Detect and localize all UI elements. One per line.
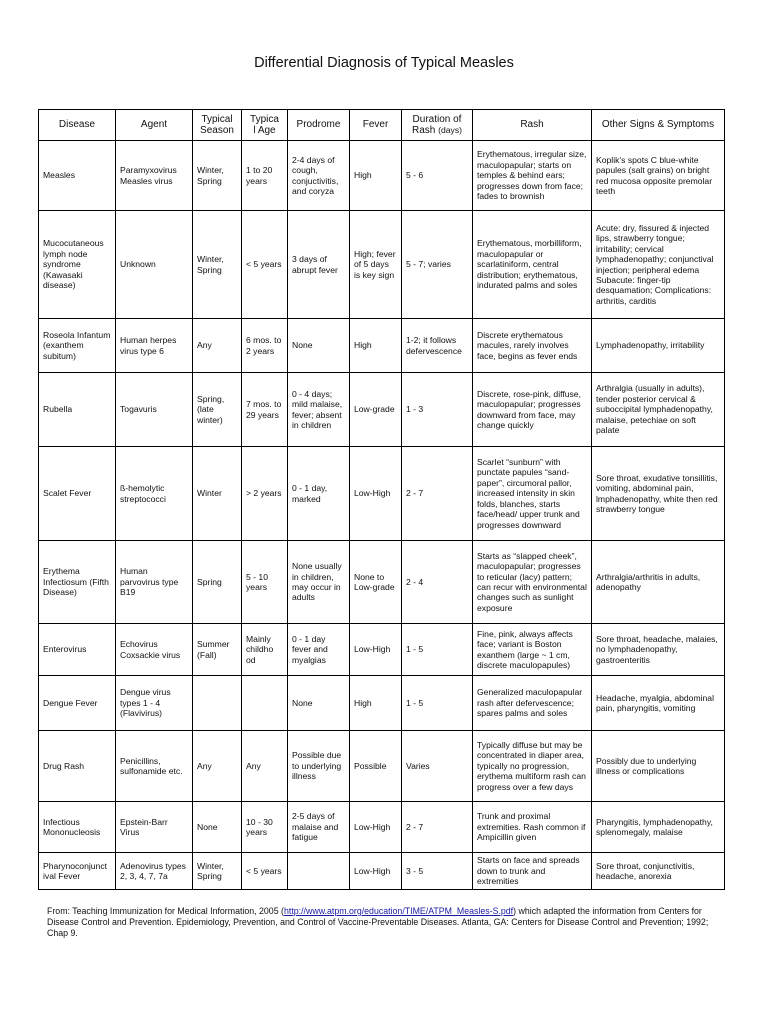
cell-agent: Paramyxovirus Measles virus — [116, 141, 193, 211]
cell-prodrome: None usually in children, may occur in adults — [288, 541, 350, 624]
cell-fever: Low-High — [350, 802, 402, 853]
table-row — [39, 319, 725, 373]
table-row — [39, 624, 725, 676]
cell-fever: Low-High — [350, 624, 402, 676]
cell-season: Spring, (late winter) — [193, 373, 242, 447]
header-fever: Fever — [350, 110, 402, 141]
cell-fever: High — [350, 319, 402, 373]
cell-other-signs: Koplik’s spots C blue-white papules (salt grains) on bright red mucosa opposite premolar teeth — [592, 141, 725, 211]
cell-rash: Erythematous, irregular size, maculopapular; starts on temples & behind ears; progresses down from face; fades to brownish — [473, 141, 592, 211]
cell-disease: Mucocutaneous lymph node syndrome (Kawasaki disease) — [39, 211, 116, 319]
cell-season: None — [193, 802, 242, 853]
cell-prodrome: 0 - 1 day fever and myalgias — [288, 624, 350, 676]
cell-season: Winter, Spring — [193, 211, 242, 319]
cell-other-signs: Headache, myalgia, abdominal pain, pharyngitis, vomiting — [592, 676, 725, 731]
cell-age: 5 - 10 years — [242, 541, 288, 624]
header-rash: Rash — [473, 110, 592, 141]
table-row — [39, 373, 725, 447]
cell-season: Winter, Spring — [193, 853, 242, 890]
cell-agent: Adenovirus types 2, 3, 4, 7, 7a — [116, 853, 193, 890]
cell-other-signs: Arthralgia/arthritis in adults, adenopathy — [592, 541, 725, 624]
cell-rash: Erythematous, morbilliform, maculopapular or scarlatiniform, central distribution; erythematous, indurated palms and soles — [473, 211, 592, 319]
cell-disease: Infectious Mononucleosis — [39, 802, 116, 853]
cell-age: Mainly childho od — [242, 624, 288, 676]
cell-fever: Possible — [350, 731, 402, 802]
cell-agent: ß-hemolytic streptococci — [116, 447, 193, 541]
table-row — [39, 731, 725, 802]
table-row — [39, 802, 725, 853]
header-duration: Duration of Rash (days) — [402, 110, 473, 141]
cell-duration: 2 - 7 — [402, 802, 473, 853]
cell-other-signs: Possibly due to underlying illness or complications — [592, 731, 725, 802]
cell-rash: Generalized maculopapular rash after defervescence; spares palms and soles — [473, 676, 592, 731]
cell-age: 1 to 20 years — [242, 141, 288, 211]
cell-agent: Dengue virus types 1 - 4 (Flavivirus) — [116, 676, 193, 731]
cell-rash: Discrete, rose-pink, diffuse, maculopapular; progresses downward from face, may change quickly — [473, 373, 592, 447]
cell-agent: Unknown — [116, 211, 193, 319]
cell-disease: Dengue Fever — [39, 676, 116, 731]
table-row — [39, 447, 725, 541]
cell-age: < 5 years — [242, 211, 288, 319]
header-age: Typica l Age — [242, 110, 288, 141]
cell-age: < 5 years — [242, 853, 288, 890]
source-link[interactable]: http://www.atpm.org/education/TIME/ATPM_Measles-S.pdf — [283, 906, 514, 916]
table-row — [39, 141, 725, 211]
citation-text: From: Teaching Immunization for Medical Information, 2005 ( — [47, 906, 284, 916]
cell-other-signs: Arthralgia (usually in adults), tender posterior cervical & suboccipital lymphadenopathy, malaise, petechiae on soft palate — [592, 373, 725, 447]
cell-rash: Discrete erythematous macules, rarely involves face, begins as fever ends — [473, 319, 592, 373]
cell-disease: Roseola Infantum (exanthem subitum) — [39, 319, 116, 373]
cell-age: > 2 years — [242, 447, 288, 541]
cell-rash: Starts as “slapped cheek”, maculopapular; progresses to reticular (lacy) pattern; can recur with environmental changes such as sunlight exposure — [473, 541, 592, 624]
header-other-signs: Other Signs & Symptoms — [592, 110, 725, 141]
cell-rash: Scarlet “sunburn” with punctate papules “sand-paper”, circumoral pallor, increased intensity in skin folds, blanches, starts face/head/ upper trunk and progresses downward — [473, 447, 592, 541]
cell-agent: Epstein-Barr Virus — [116, 802, 193, 853]
table-row — [39, 211, 725, 319]
cell-fever: Low-High — [350, 447, 402, 541]
cell-duration: 1 - 5 — [402, 676, 473, 731]
header-disease: Disease — [39, 110, 116, 141]
cell-fever: High; fever of 5 days is key sign — [350, 211, 402, 319]
cell-disease: Scalet Fever — [39, 447, 116, 541]
citation-text-continued: ) which adapted the information from Centers for Disease Control and Prevention. Epidemiology, Prevention, and Control of Vaccine-Preventable Diseases. Atlanta, GA: Centers for Disease Control and Prevention; 1992; Chap 9. — [47, 906, 709, 938]
cell-rash: Fine, pink, always affects face; variant is Boston exanthem (large ~ 1 cm, discrete maculopapules) — [473, 624, 592, 676]
cell-prodrome: Possible due to underlying illness — [288, 731, 350, 802]
cell-rash: Typically diffuse but may be concentrated in diaper area, typically no progression, erythema multiform rash can progress over a few days — [473, 731, 592, 802]
cell-prodrome — [288, 853, 350, 890]
cell-prodrome: 2-5 days of malaise and fatigue — [288, 802, 350, 853]
cell-season: Winter — [193, 447, 242, 541]
cell-age: 10 - 30 years — [242, 802, 288, 853]
cell-fever: Low-grade — [350, 373, 402, 447]
cell-age — [242, 676, 288, 731]
cell-duration: 1 - 3 — [402, 373, 473, 447]
cell-season — [193, 676, 242, 731]
header-season: Typical Season — [193, 110, 242, 141]
cell-fever: High — [350, 141, 402, 211]
cell-disease: Enterovirus — [39, 624, 116, 676]
cell-age: Any — [242, 731, 288, 802]
table-row — [39, 676, 725, 731]
cell-other-signs: Sore throat, exudative tonsillitis, vomiting, abdominal pain, lmphadenopathy, white then red strawberry tongue — [592, 447, 725, 541]
cell-duration: 2 - 7 — [402, 447, 473, 541]
cell-duration: 2 - 4 — [402, 541, 473, 624]
cell-duration: 1-2; it follows defervescence — [402, 319, 473, 373]
header-prodrome: Prodrome — [288, 110, 350, 141]
cell-prodrome: 3 days of abrupt fever — [288, 211, 350, 319]
cell-duration: 1 - 5 — [402, 624, 473, 676]
cell-agent: Togavuris — [116, 373, 193, 447]
cell-fever: Low-High — [350, 853, 402, 890]
cell-rash: Starts on face and spreads down to trunk and extremities — [473, 853, 592, 890]
cell-season: Any — [193, 319, 242, 373]
cell-other-signs: Sore throat, conjunctivitis, headache, anorexia — [592, 853, 725, 890]
cell-prodrome: None — [288, 676, 350, 731]
cell-other-signs: Pharyngitis, lymphadenopathy, splenomegaly, malaise — [592, 802, 725, 853]
cell-disease: Rubella — [39, 373, 116, 447]
table-header-row — [39, 110, 725, 141]
cell-agent: Human parvovirus type B19 — [116, 541, 193, 624]
cell-prodrome: None — [288, 319, 350, 373]
table-row — [39, 541, 725, 624]
cell-other-signs: Sore throat, headache, malaies, no lymphadenopathy, gastroenteritis — [592, 624, 725, 676]
cell-disease: Measles — [39, 141, 116, 211]
cell-season: Spring — [193, 541, 242, 624]
cell-duration: 3 - 5 — [402, 853, 473, 890]
cell-duration: 5 - 7; varies — [402, 211, 473, 319]
cell-other-signs: Acute: dry, fissured & injected lips, strawberry tongue; irritability; cervical lymphadenopathy; conjunctival injection; peripheral edema Subacute: finger-tip desquamation; Complications: arthritis, carditis — [592, 211, 725, 319]
cell-age: 7 mos. to 29 years — [242, 373, 288, 447]
cell-season: Winter, Spring — [193, 141, 242, 211]
cell-rash: Trunk and proximal extremities. Rash common if Ampicillin given — [473, 802, 592, 853]
cell-age: 6 mos. to 2 years — [242, 319, 288, 373]
cell-fever: None to Low-grade — [350, 541, 402, 624]
differential-diagnosis-table — [38, 109, 725, 890]
source-citation — [47, 906, 727, 939]
cell-disease: Erythema Infectiosum (Fifth Disease) — [39, 541, 116, 624]
table-row — [39, 853, 725, 890]
page-title: Differential Diagnosis of Typical Measles — [254, 55, 514, 71]
cell-agent: Human herpes virus type 6 — [116, 319, 193, 373]
cell-prodrome: 2-4 days of cough, conjuctivitis, and coryza — [288, 141, 350, 211]
cell-duration: 5 - 6 — [402, 141, 473, 211]
cell-agent: Echovirus Coxsackie virus — [116, 624, 193, 676]
cell-season: Summer (Fall) — [193, 624, 242, 676]
cell-disease: Drug Rash — [39, 731, 116, 802]
header-agent: Agent — [116, 110, 193, 141]
cell-fever: High — [350, 676, 402, 731]
cell-other-signs: Lymphadenopathy, irritability — [592, 319, 725, 373]
cell-prodrome: 0 - 4 days; mild malaise, fever; absent in children — [288, 373, 350, 447]
cell-season: Any — [193, 731, 242, 802]
cell-agent: Penicillins, sulfonamide etc. — [116, 731, 193, 802]
cell-disease: Pharynoconjunct ival Fever — [39, 853, 116, 890]
cell-duration: Varies — [402, 731, 473, 802]
cell-prodrome: 0 - 1 day, marked — [288, 447, 350, 541]
